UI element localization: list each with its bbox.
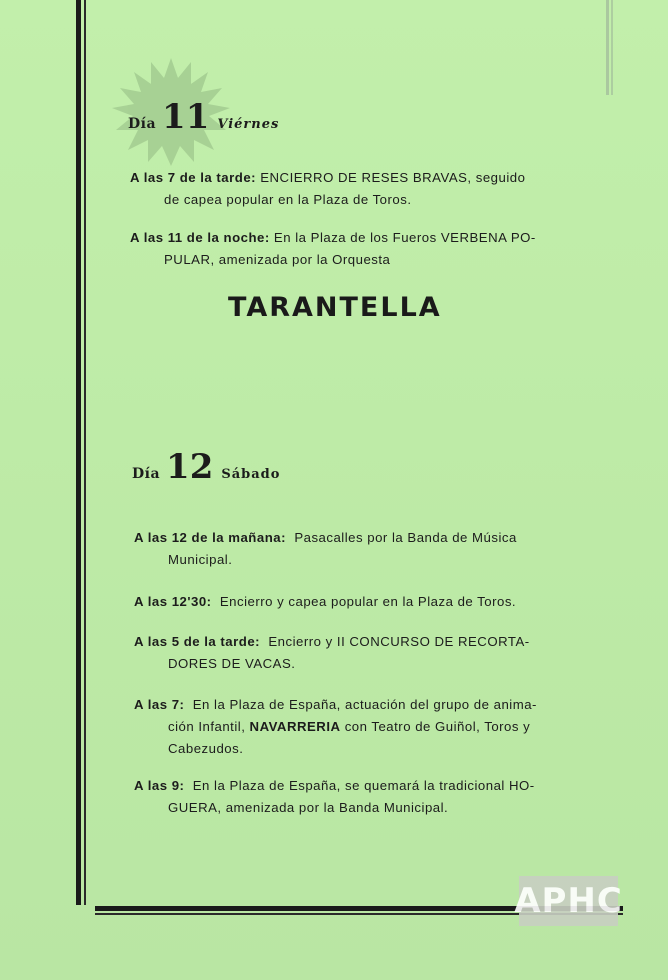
event-time: A las 7: xyxy=(134,697,185,712)
day-number: 11 xyxy=(162,97,210,137)
event-text-part: ción Infantil, xyxy=(168,719,246,734)
event-day12-5 xyxy=(134,775,624,819)
event-time: A las 7 de la tarde: xyxy=(130,170,257,185)
watermark-text: APHC xyxy=(514,881,623,921)
day-number: 12 xyxy=(166,447,214,487)
event-text-cont xyxy=(134,716,624,738)
event-time: A las 12'30: xyxy=(134,594,212,609)
event-time: A las 12 de la mañana: xyxy=(134,530,286,545)
event-text: ENCIERRO DE RESES BRAVAS, seguido xyxy=(260,170,526,185)
event-text: En la Plaza de España, actuación del grupo de anima- xyxy=(192,697,537,712)
event-text: Encierro y capea popular en la Plaza de Toros. xyxy=(219,594,517,609)
day-weekday: Viérnes xyxy=(217,117,280,132)
event-text-cont: PULAR, amenizada por la Orquesta xyxy=(164,252,391,267)
event-text-cont: Cabezudos. xyxy=(168,741,244,756)
event-text: Encierro y II CONCURSO DE RECORTA- xyxy=(268,634,530,649)
event-text: En la Plaza de los Fueros VERBENA PO- xyxy=(273,230,536,245)
event-time: A las 9: xyxy=(134,778,185,793)
page-edge-mark xyxy=(606,0,609,95)
event-text-cont: de capea popular en la Plaza de Toros. xyxy=(164,192,412,207)
event-text-cont: GUERA, amenizada por la Banda Municipal. xyxy=(168,800,449,815)
left-border-rule-thin xyxy=(84,0,86,905)
event-day12-4 xyxy=(134,694,624,760)
event-day11-2 xyxy=(130,227,620,271)
page-edge-mark-thin xyxy=(611,0,613,95)
event-day11-1 xyxy=(130,167,620,211)
event-day12-3 xyxy=(134,631,622,675)
event-day12-1 xyxy=(134,527,622,571)
event-time: A las 5 de la tarde: xyxy=(134,634,261,649)
event-text: Pasacalles por la Banda de Música xyxy=(294,530,517,545)
event-text-part: con Teatro de Guiñol, Toros y xyxy=(344,719,531,734)
day-12-heading xyxy=(132,447,281,487)
event-text-cont: DORES DE VACAS. xyxy=(168,656,296,671)
day-weekday: Sábado xyxy=(221,467,281,482)
event-text: En la Plaza de España, se quemará la tradicional HO- xyxy=(192,778,535,793)
archive-watermark-logo xyxy=(514,876,623,926)
group-name: NAVARRERIA xyxy=(249,719,341,734)
event-text-cont: Municipal. xyxy=(168,552,233,567)
left-border-rule xyxy=(76,0,81,905)
event-time: A las 11 de la noche: xyxy=(130,230,270,245)
day-11-heading xyxy=(128,97,280,137)
event-day12-2 xyxy=(134,591,622,613)
day-label: Día xyxy=(128,116,157,132)
orchestra-name: TARANTELLA xyxy=(228,292,442,323)
day-label: Día xyxy=(132,466,161,482)
